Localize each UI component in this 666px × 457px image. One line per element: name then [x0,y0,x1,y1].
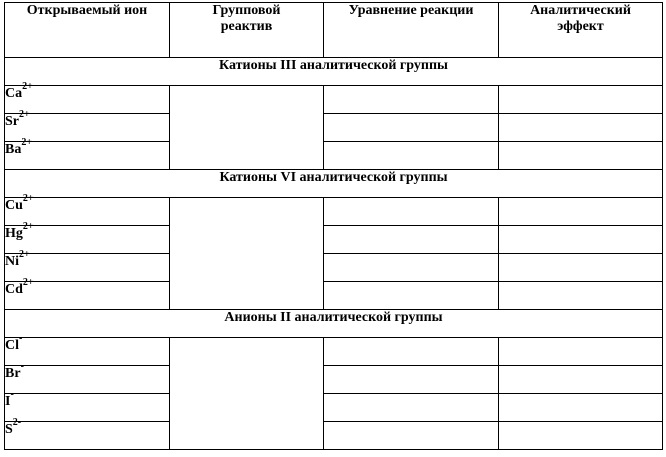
table-row [5,338,663,366]
ion-charge: 2+ [19,109,30,121]
equation-cell [324,114,499,142]
ion-symbol: Hg [5,226,23,241]
effect-cell [499,394,663,422]
ion-charge: 2- [12,417,22,429]
ion-charge: 2+ [22,221,34,233]
ion-symbol: Ni [5,254,19,269]
ion-symbol: Sr [5,114,19,129]
effect-cell [499,422,663,450]
ion-symbol: Br [5,366,21,381]
table-row [5,142,663,170]
effect-cell [499,282,663,310]
ion-symbol: Cl [5,338,19,353]
table-row [5,282,663,310]
ion-symbol: S [5,422,13,437]
ion-cell [5,361,170,394]
equation-cell [324,198,499,226]
header-effect-line1: Аналитический [530,3,631,18]
ion-cell [5,417,170,450]
equation-cell [324,422,499,450]
table-row [5,86,663,114]
ion-cell [5,277,170,310]
header-equation [324,3,499,58]
table-row [5,422,663,450]
effect-cell [499,142,663,170]
ion-cell [5,389,170,422]
equation-cell [324,394,499,422]
header-effect [499,3,663,58]
header-reagent-line1: Групповой [212,3,281,18]
table-row [5,366,663,394]
equation-cell [324,142,499,170]
effect-cell [499,254,663,282]
table-row [5,394,663,422]
header-reagent-line2: реактив [220,19,273,34]
ion-charge: 2+ [22,277,34,289]
effect-cell [499,198,663,226]
group-title: Катионы VI аналитической группы [5,170,663,198]
group-title-row [5,310,663,338]
header-effect-line2: эффект [557,19,604,34]
header-ion-text: Открываемый ион [26,3,148,18]
table-row [5,114,663,142]
ion-charge: - [10,389,14,401]
effect-cell [499,226,663,254]
group-title: Катионы III аналитической группы [5,58,663,86]
reagent-cell [170,86,324,170]
ion-charge: 2+ [22,193,34,205]
ion-charge: 2+ [22,81,33,93]
table-row [5,226,663,254]
header-ion [5,3,170,58]
ion-charge: 2+ [19,249,30,261]
ion-symbol: Cu [5,198,23,213]
equation-cell [324,226,499,254]
ion-symbol: Ba [5,142,22,157]
ion-cell [5,333,170,366]
effect-cell [499,114,663,142]
equation-cell [324,254,499,282]
effect-cell [499,86,663,114]
reactions-table [4,2,663,450]
reagent-cell [170,198,324,310]
ion-charge: 2+ [21,137,33,149]
table-row [5,198,663,226]
group-title-row [5,58,663,86]
header-reagent [170,3,324,58]
table-row [5,254,663,282]
group-title: Анионы II аналитической группы [5,310,663,338]
ion-symbol: Ca [5,86,23,101]
ion-cell [5,137,170,170]
header-equation-text: Уравнение реакции [348,3,474,18]
ion-symbol: I [5,394,11,409]
reagent-cell [170,338,324,450]
equation-cell [324,282,499,310]
ion-symbol: Cd [5,282,23,297]
effect-cell [499,366,663,394]
group-title-row [5,170,663,198]
effect-cell [499,338,663,366]
equation-cell [324,86,499,114]
ion-charge: - [20,361,24,373]
header-row [5,3,663,58]
ion-charge: - [19,333,23,345]
equation-cell [324,366,499,394]
equation-cell [324,338,499,366]
